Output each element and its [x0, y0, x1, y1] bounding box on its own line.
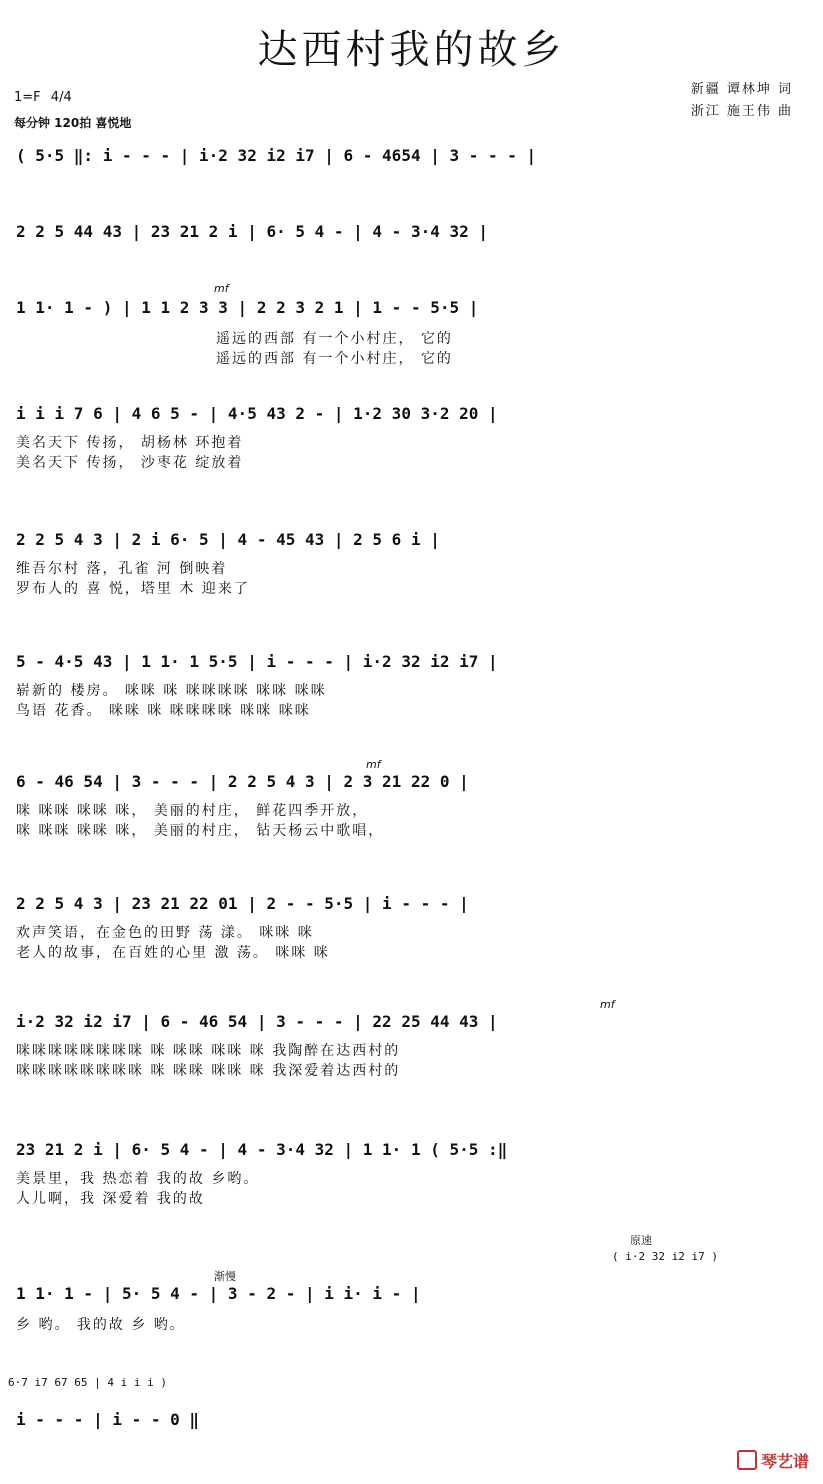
lyricist-credit: 新疆 谭林坤 词: [690, 82, 793, 97]
brand-text: 琴艺谱: [760, 1452, 809, 1471]
notation-line: 5 - 4·5 43 | 1 1· 1 5·5 | i - - - | i·2 32 i2 i7 |: [16, 652, 498, 671]
notation-line: 2 2 5 4 3 | 23 21 22 01 | 2 - - 5·5 | i - - - |: [16, 894, 469, 913]
tempo-slowing: 渐慢: [214, 1270, 236, 1283]
lyric-verse-1: 崭新的 楼房。 咪咪 咪 咪咪咪咪 咪咪 咪咪: [16, 683, 327, 699]
lyric-verse-2: 人儿啊，我 深爱着 我的故: [16, 1191, 205, 1207]
lyric-verse-1: 欢声笑语，在金色的田野 荡 漾。 咪咪 咪: [16, 925, 314, 941]
notation-line: 6 - 46 54 | 3 - - - | 2 2 5 4 3 | 2 3 21 22 0 |: [16, 772, 469, 791]
lyric-verse-2: 罗布人的 喜 悦，塔里 木 迎来了: [16, 581, 250, 597]
lyric-verse-2: 老人的故事，在百姓的心里 激 荡。 咪咪 咪: [16, 945, 330, 961]
lyric-verse-1: 乡 哟。 我的故 乡 哟。: [16, 1317, 186, 1333]
lyric-verse-1: 咪咪咪咪咪咪咪咪 咪 咪咪 咪咪 咪 我陶醉在达西村的: [16, 1043, 401, 1059]
notation-line: 2 2 5 44 43 | 23 21 2 i | 6· 5 4 - | 4 - 3·4 32 |: [16, 222, 489, 241]
key-signature: [14, 90, 72, 105]
notation-line: 23 21 2 i | 6· 5 4 - | 4 - 3·4 32 | 1 1· 1 ( 5·5 :‖: [16, 1140, 508, 1159]
dynamic-mf: mf: [214, 282, 229, 295]
dynamic-mf: mf: [366, 758, 381, 771]
time-signature: 4/4: [50, 90, 72, 105]
lyric-verse-2: 美名天下 传扬， 沙枣花 绽放着: [16, 455, 244, 471]
notation-line: ( 5·5 ‖: i - - - | i·2 32 i2 i7 | 6 - 4654 | 3 - - - |: [16, 146, 537, 165]
dynamic-mf: mf: [600, 998, 615, 1011]
lyric-verse-1: 遥远的西部 有一个小村庄， 它的: [216, 331, 453, 347]
lyric-verse-2: 遥远的西部 有一个小村庄， 它的: [216, 351, 453, 367]
notation-line: i - - - | i - - 0 ‖: [16, 1410, 200, 1429]
lyric-verse-2: 咪 咪咪 咪咪 咪， 美丽的村庄， 钻天杨云中歌唱，: [16, 823, 385, 839]
brand-logo: [737, 1449, 809, 1472]
tempo-original: 原速: [630, 1234, 652, 1247]
upper-voice: 6·7 i7 67 65 | 4 i i i ): [8, 1376, 167, 1389]
upper-voice: ( i·2 32 i2 i7 ): [612, 1250, 718, 1263]
key-text: 1=F: [14, 90, 41, 105]
lyric-verse-1: 美名天下 传扬， 胡杨林 环抱着: [16, 435, 244, 451]
notation-line: i i i 7 6 | 4 6 5 - | 4·5 43 2 - | 1·2 30 3·2 20 |: [16, 404, 498, 423]
brand-icon: [737, 1450, 757, 1470]
notation-line: 1 1· 1 - | 5· 5 4 - | 3 - 2 - | i i· i - |: [16, 1284, 421, 1303]
composer-credit: 浙江 施王伟 曲: [690, 104, 793, 119]
lyric-verse-2: 咪咪咪咪咪咪咪咪 咪 咪咪 咪咪 咪 我深爱着达西村的: [16, 1063, 401, 1079]
lyric-verse-1: 咪 咪咪 咪咪 咪， 美丽的村庄， 鲜花四季开放，: [16, 803, 369, 819]
lyric-verse-1: 美景里，我 热恋着 我的故 乡哟。: [16, 1171, 260, 1187]
notation-line: 2 2 5 4 3 | 2 i 6· 5 | 4 - 45 43 | 2 5 6 i |: [16, 530, 440, 549]
notation-line: i·2 32 i2 i7 | 6 - 46 54 | 3 - - - | 22 25 44 43 |: [16, 1012, 498, 1031]
lyric-verse-2: 鸟语 花香。 咪咪 咪 咪咪咪咪 咪咪 咪咪: [16, 703, 311, 719]
tempo-marking: 每分钟 120拍 喜悦地: [14, 116, 132, 130]
lyric-verse-1: 维吾尔村 落，孔雀 河 倒映着: [16, 561, 228, 577]
song-title: 达西村我的故乡: [257, 27, 566, 73]
notation-line: 1 1· 1 - ) | 1 1 2 3 3 | 2 2 3 2 1 | 1 - - 5·5 |: [16, 298, 479, 317]
